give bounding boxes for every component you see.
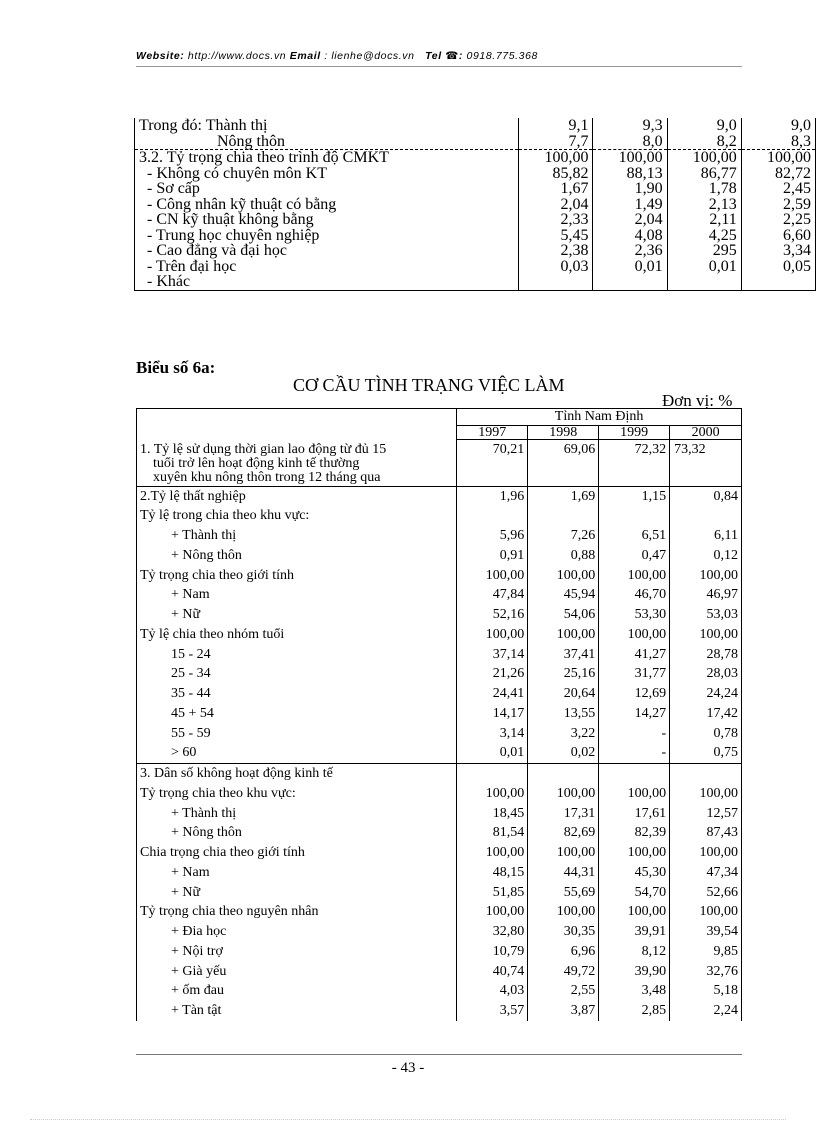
cell-value: 2,38	[519, 243, 593, 259]
cell-value: 100,00	[528, 902, 599, 922]
page-number: - 43 -	[391, 1060, 425, 1076]
row-label: Tỷ trọng chia theo khu vực:	[137, 784, 457, 804]
tel-label: Tel ☎:	[425, 50, 464, 62]
row-label: - Khác	[135, 274, 519, 290]
province-header: Tỉnh Nam Định	[457, 409, 742, 426]
cell-value: 52,66	[670, 883, 742, 903]
cell-value: 40,74	[457, 962, 528, 982]
cell-value: 2,59	[741, 197, 815, 213]
website-label: Website:	[136, 50, 185, 62]
row-label: 35 - 44	[137, 684, 457, 704]
cell-value: 7,26	[528, 526, 599, 546]
cell-value: 85,82	[519, 166, 593, 182]
cell-value: 39,90	[599, 962, 670, 982]
cell-value: 100,00	[670, 902, 742, 922]
table-row	[135, 274, 816, 290]
table-row	[137, 605, 742, 625]
table-row	[137, 823, 742, 843]
row-label: Tỷ lệ chia theo nhóm tuổi	[137, 625, 457, 645]
cell-value	[599, 506, 670, 526]
cell-value: 37,14	[457, 645, 528, 665]
table-row	[137, 526, 742, 546]
row-label-line: xuyên khu nông thôn trong 12 tháng qua	[153, 469, 381, 485]
cell-value: 9,1	[519, 118, 593, 134]
cell-value: 0,84	[670, 486, 742, 506]
cell-value: 13,55	[528, 704, 599, 724]
cell-value: 9,3	[593, 118, 667, 134]
table-row	[135, 259, 816, 275]
table-row	[137, 883, 742, 903]
cell-value: -	[599, 724, 670, 744]
row-label: + Nữ	[137, 605, 457, 625]
row-label: + Nội trợ	[137, 942, 457, 962]
cell-value: 100,00	[599, 566, 670, 586]
table-row	[137, 942, 742, 962]
table-row	[137, 486, 742, 506]
cell-value: 21,26	[457, 664, 528, 684]
row-label: - Công nhân kỹ thuật có bằng	[135, 197, 519, 213]
cell-value: 8,2	[667, 134, 741, 150]
cell-value: 0,02	[528, 743, 599, 763]
cell-value: 5,96	[457, 526, 528, 546]
table-row	[137, 546, 742, 566]
cell-value: 6,60	[741, 228, 815, 244]
table-row	[137, 724, 742, 744]
cell-value: 14,17	[457, 704, 528, 724]
row-label: Tỷ trọng chia theo giới tính	[137, 566, 457, 586]
cell-value: 39,91	[599, 922, 670, 942]
row-label: - Sơ cấp	[135, 181, 519, 197]
year-header: 2000	[670, 426, 742, 440]
cell-value	[528, 506, 599, 526]
employment-structure-table	[136, 408, 742, 1021]
cell-value: 47,34	[670, 863, 742, 883]
table-row	[137, 863, 742, 883]
cell-value: 100,00	[457, 625, 528, 645]
cell-value: 46,97	[670, 585, 742, 605]
cell-value: 73,32	[670, 440, 742, 487]
row-label-line: 1. Tỷ lệ sử dụng thời gian lao động từ đủ 15	[140, 441, 387, 457]
table-row	[137, 664, 742, 684]
table-row	[135, 212, 816, 228]
cell-value: 100,00	[457, 566, 528, 586]
cell-value: 28,03	[670, 664, 742, 684]
year-header-row	[137, 426, 742, 440]
cell-value	[519, 274, 593, 290]
row-label: 3.2. Tỷ trọng chia theo trình độ CMKT	[135, 150, 519, 166]
cell-value: 3,22	[528, 724, 599, 744]
page-edge	[30, 1119, 786, 1120]
row-label: - Cao đẳng và đại học	[135, 243, 519, 259]
cell-value: 88,13	[593, 166, 667, 182]
cell-value: 0,01	[457, 743, 528, 763]
cell-value: 4,25	[667, 228, 741, 244]
cell-value: 69,06	[528, 440, 599, 487]
cell-value: 2,85	[599, 1001, 670, 1021]
row-label: + Thành thị	[137, 526, 457, 546]
tel-number: 0918.775.368	[463, 50, 538, 62]
cell-value: 54,06	[528, 605, 599, 625]
cell-value	[457, 764, 528, 784]
row-label: > 60	[137, 743, 457, 763]
cell-value: 1,67	[519, 181, 593, 197]
table-caption: Biểu số 6a:	[136, 358, 216, 377]
cell-value: 49,72	[528, 962, 599, 982]
row-label: 45 + 54	[137, 704, 457, 724]
cell-value: 81,54	[457, 823, 528, 843]
cell-value: 2,45	[741, 181, 815, 197]
table-row	[137, 1001, 742, 1021]
email-label: Email	[289, 50, 321, 62]
row-label: + Nữ	[137, 883, 457, 903]
cell-value: 0,91	[457, 546, 528, 566]
table-row	[137, 843, 742, 863]
cell-value	[457, 506, 528, 526]
table-row	[135, 166, 816, 182]
cell-value: 100,00	[599, 784, 670, 804]
cell-value: 17,31	[528, 804, 599, 824]
cell-value	[528, 764, 599, 784]
table-row	[135, 134, 816, 150]
website-url[interactable]: http://www.docs.vn	[184, 50, 290, 62]
email-address[interactable]: : lienhe@docs.vn	[320, 50, 419, 62]
cell-value: 9,85	[670, 942, 742, 962]
cell-value: 51,85	[457, 883, 528, 903]
cell-value: 100,00	[457, 902, 528, 922]
cell-value: 2,33	[519, 212, 593, 228]
table-row	[137, 645, 742, 665]
cell-value: 100,00	[599, 625, 670, 645]
table-row	[137, 962, 742, 982]
cell-value: 3,14	[457, 724, 528, 744]
cell-value: 1,15	[599, 486, 670, 506]
cell-value: 0,12	[670, 546, 742, 566]
cell-value: 24,24	[670, 684, 742, 704]
unit-label: Đơn vị: %	[662, 391, 733, 410]
row-label: Chia trọng chia theo giới tính	[137, 843, 457, 863]
cell-value: 12,57	[670, 804, 742, 824]
cell-value: 0,78	[670, 724, 742, 744]
cell-value: 32,76	[670, 962, 742, 982]
qualification-table	[134, 118, 816, 291]
row-label: Tỷ lệ trong chia theo khu vực:	[137, 506, 457, 526]
cell-value: 82,69	[528, 823, 599, 843]
row-label: + Đia học	[137, 922, 457, 942]
cell-value: 1,78	[667, 181, 741, 197]
table-row	[137, 704, 742, 724]
cell-value: 100,00	[593, 150, 667, 166]
cell-value: 39,54	[670, 922, 742, 942]
cell-value: 24,41	[457, 684, 528, 704]
cell-value: 54,70	[599, 883, 670, 903]
row-label: + Nông thôn	[137, 823, 457, 843]
table-row	[137, 981, 742, 1001]
cell-value: 37,41	[528, 645, 599, 665]
year-header: 1999	[599, 426, 670, 440]
table-row	[137, 922, 742, 942]
cell-value: 46,70	[599, 585, 670, 605]
cell-value: 100,00	[670, 843, 742, 863]
cell-value: 1,96	[457, 486, 528, 506]
cell-value: 8,12	[599, 942, 670, 962]
cell-value: 100,00	[528, 625, 599, 645]
cell-value: 9,0	[741, 118, 815, 134]
cell-value: 100,00	[670, 566, 742, 586]
cell-value: 5,45	[519, 228, 593, 244]
cell-value: 30,35	[528, 922, 599, 942]
cell-value: 5,18	[670, 981, 742, 1001]
cell-value	[599, 764, 670, 784]
cell-value: 100,00	[457, 843, 528, 863]
row-label: Nông thôn	[135, 134, 519, 150]
table-title: CƠ CẦU TÌNH TRẠNG VIỆC LÀM	[293, 375, 565, 395]
table-row	[137, 566, 742, 586]
cell-value: 2,55	[528, 981, 599, 1001]
cell-value: 100,00	[528, 843, 599, 863]
cell-value: 18,45	[457, 804, 528, 824]
cell-value: 2,25	[741, 212, 815, 228]
row-label: 25 - 34	[137, 664, 457, 684]
cell-value: 0,01	[593, 259, 667, 275]
cell-value: 100,00	[670, 625, 742, 645]
table-row	[135, 197, 816, 213]
row-label: 3. Dân số không hoạt động kinh tế	[137, 764, 457, 784]
header-divider	[136, 66, 742, 67]
table-header-row	[137, 409, 742, 426]
cell-value: 2,36	[593, 243, 667, 259]
cell-value: 2,04	[593, 212, 667, 228]
row-label: - Không có chuyên môn KT	[135, 166, 519, 182]
page-header	[136, 50, 741, 62]
cell-value: 100,00	[519, 150, 593, 166]
cell-value: 86,77	[667, 166, 741, 182]
cell-value: 1,69	[528, 486, 599, 506]
cell-value: 32,80	[457, 922, 528, 942]
row-label-line: tuổi trở lên hoạt động kinh tế thường	[153, 455, 360, 471]
labor-usage-row	[137, 440, 742, 487]
row-label: 15 - 24	[137, 645, 457, 665]
cell-value: 2,11	[667, 212, 741, 228]
cell-value: 0,75	[670, 743, 742, 763]
table-row	[137, 804, 742, 824]
table-row	[137, 784, 742, 804]
cell-value: 48,15	[457, 863, 528, 883]
cell-value: 100,00	[741, 150, 815, 166]
cell-value: 2,04	[519, 197, 593, 213]
cell-value: 10,79	[457, 942, 528, 962]
cell-value: 1,49	[593, 197, 667, 213]
cell-value: 7,7	[519, 134, 593, 150]
cell-value: 100,00	[457, 784, 528, 804]
row-label: - Trung học chuyên nghiệp	[135, 228, 519, 244]
cell-value: 100,00	[528, 566, 599, 586]
row-label: + ốm đau	[137, 981, 457, 1001]
cell-value: 3,48	[599, 981, 670, 1001]
cell-value: 82,72	[741, 166, 815, 182]
table-row	[137, 902, 742, 922]
row-label: - Trên đại học	[135, 259, 519, 275]
cell-value: 2,24	[670, 1001, 742, 1021]
cell-value: 100,00	[528, 784, 599, 804]
cell-value: 0,01	[667, 259, 741, 275]
table-row	[135, 181, 816, 197]
row-label: + Già yếu	[137, 962, 457, 982]
cell-value: 53,03	[670, 605, 742, 625]
cell-value: 295	[667, 243, 741, 259]
row-label: + Nông thôn	[137, 546, 457, 566]
year-header: 1997	[457, 426, 528, 440]
cell-value: 100,00	[670, 784, 742, 804]
table-row	[135, 243, 816, 259]
cell-value: 17,61	[599, 804, 670, 824]
cell-value: 0,05	[741, 259, 815, 275]
cell-value: 9,0	[667, 118, 741, 134]
cell-value: 45,94	[528, 585, 599, 605]
row-label: Tỷ trọng chia theo nguyên nhân	[137, 902, 457, 922]
footer-divider	[136, 1054, 742, 1055]
table-row	[137, 764, 742, 784]
cell-value: 12,69	[599, 684, 670, 704]
table-row	[137, 585, 742, 605]
cell-value: 6,96	[528, 942, 599, 962]
cell-value: 53,30	[599, 605, 670, 625]
cell-value: 31,77	[599, 664, 670, 684]
cell-value: 70,21	[457, 440, 528, 487]
cell-value: 47,84	[457, 585, 528, 605]
cell-value: 100,00	[599, 843, 670, 863]
cell-value: 2,13	[667, 197, 741, 213]
cell-value: 41,27	[599, 645, 670, 665]
row-label: 2.Tỷ lệ thất nghiệp	[137, 486, 457, 506]
cell-value: 8,3	[741, 134, 815, 150]
cell-value: 6,51	[599, 526, 670, 546]
cell-value: 6,11	[670, 526, 742, 546]
cell-value: -	[599, 743, 670, 763]
cell-value: 0,88	[528, 546, 599, 566]
cell-value: 25,16	[528, 664, 599, 684]
table-row	[135, 150, 816, 166]
cell-value: 100,00	[667, 150, 741, 166]
cell-value: 44,31	[528, 863, 599, 883]
cell-value: 3,87	[528, 1001, 599, 1021]
table-row	[135, 228, 816, 244]
row-label: Trong đó: Thành thị	[135, 118, 519, 134]
table-row	[137, 625, 742, 645]
cell-value: 8,0	[593, 134, 667, 150]
row-label: + Nam	[137, 863, 457, 883]
row-label: + Thành thị	[137, 804, 457, 824]
cell-value: 45,30	[599, 863, 670, 883]
row-label: + Nam	[137, 585, 457, 605]
row-label: + Tàn tật	[137, 1001, 457, 1021]
year-header: 1998	[528, 426, 599, 440]
table-row	[135, 118, 816, 134]
cell-value	[593, 274, 667, 290]
cell-value: 55,69	[528, 883, 599, 903]
cell-value: 14,27	[599, 704, 670, 724]
table-row	[137, 684, 742, 704]
cell-value: 87,43	[670, 823, 742, 843]
cell-value	[670, 764, 742, 784]
cell-value: 4,08	[593, 228, 667, 244]
cell-value: 82,39	[599, 823, 670, 843]
cell-value: 0,47	[599, 546, 670, 566]
row-label: 55 - 59	[137, 724, 457, 744]
cell-value: 3,57	[457, 1001, 528, 1021]
cell-value	[670, 506, 742, 526]
table-row	[137, 506, 742, 526]
cell-value: 52,16	[457, 605, 528, 625]
cell-value	[667, 274, 741, 290]
table-row	[137, 743, 742, 763]
cell-value: 4,03	[457, 981, 528, 1001]
cell-value: 17,42	[670, 704, 742, 724]
cell-value: 28,78	[670, 645, 742, 665]
cell-value: 0,03	[519, 259, 593, 275]
cell-value: 1,90	[593, 181, 667, 197]
row-label: - CN kỹ thuật không bằng	[135, 212, 519, 228]
cell-value: 72,32	[599, 440, 670, 487]
cell-value: 100,00	[599, 902, 670, 922]
cell-value	[741, 274, 815, 290]
cell-value: 20,64	[528, 684, 599, 704]
cell-value: 3,34	[741, 243, 815, 259]
